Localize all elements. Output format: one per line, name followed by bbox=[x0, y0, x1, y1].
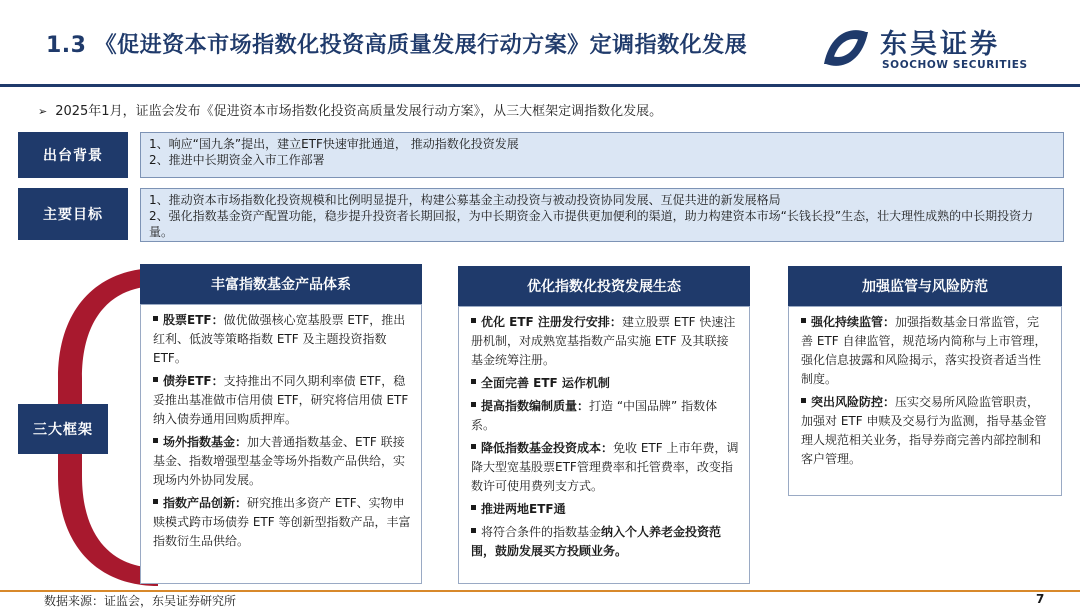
square-bullet-icon bbox=[471, 444, 476, 449]
data-source: 数据来源：证监会，东吴证券研究所 bbox=[44, 594, 237, 608]
soochow-logo-icon bbox=[820, 24, 872, 72]
intro-text: 2025年1月，证监会发布《促进资本市场指数化投资高质量发展行动方案》，从三大框架定调指数化发展。 bbox=[55, 104, 663, 119]
list-item: 提高指数编制质量：打造 “中国品牌” 指数体系。 bbox=[471, 399, 718, 432]
page-title: 1.3 《促进资本市场指数化投资高质量发展行动方案》定调指数化发展 bbox=[46, 33, 748, 58]
list-item: 场外指数基金：加大普通指数基金、ETF 联接基金、指数增强型基金等场外指数产品供给，实现场内外协同发展。 bbox=[153, 435, 406, 487]
background-box bbox=[140, 132, 1064, 178]
square-bullet-icon bbox=[801, 398, 806, 403]
header-divider bbox=[0, 84, 1080, 87]
column-2-body bbox=[458, 306, 750, 584]
list-item: 降低指数基金投资成本：免收 ETF 上市年费，调降大型宽基股票ETF管理费率和托管费率，改变指数许可使用费列支方式。 bbox=[471, 441, 739, 493]
square-bullet-icon bbox=[471, 528, 476, 533]
list-item: 股票ETF：做优做强核心宽基股票 ETF，推出红利、低波等策略指数 ETF 及主题投资指数 ETF。 bbox=[153, 313, 406, 365]
intro-line bbox=[38, 100, 662, 119]
square-bullet-icon bbox=[471, 379, 476, 384]
square-bullet-icon bbox=[153, 316, 158, 321]
list-item: 强化持续监管：加强指数基金日常监管，完善 ETF 自律监管，规范场内简称与上市管理，强化信息披露和风险揭示，落实投资者适当性制度。 bbox=[801, 315, 1047, 386]
list-subitem: 将符合条件的指数基金纳入个人养老金投资范围，鼓励发展买方投顾业务。 bbox=[471, 525, 722, 558]
goals-line-2: 2、强化指数基金资产配置功能，稳步提升投资者长期回报，为中长期资金入市提供更加便利的渠道，助力构建资本市场“长钱长投”生态，壮大理性成熟的中长期投资力量。 bbox=[149, 209, 1034, 239]
square-bullet-icon bbox=[153, 438, 158, 443]
goals-tag: 主要目标 bbox=[18, 188, 128, 240]
background-tag: 出台背景 bbox=[18, 132, 128, 178]
list-item: 优化 ETF 注册发行安排：建立股票 ETF 快速注册机制，对成熟宽基指数产品实施 ETF 及其联接基金统筹注册。 bbox=[471, 315, 736, 367]
square-bullet-icon bbox=[153, 499, 158, 504]
background-line-1: 1、响应“国九条”提出，建立ETF快速审批通道， 推动指数化投资发展 bbox=[149, 137, 519, 151]
column-3-body bbox=[788, 306, 1062, 496]
column-3-header: 加强监管与风险防范 bbox=[788, 266, 1062, 306]
list-item: 推进两地ETF通 bbox=[471, 500, 739, 519]
list-item: 债券ETF：支持推出不同久期利率债 ETF，稳妥推出基准做市信用债 ETF，研究将信用债 ETF 纳入债券通用回购质押库。 bbox=[153, 374, 409, 426]
list-item: 指数产品创新：研究推出多资产 ETF、实物申赎模式跨市场债券 ETF 等创新型指数产品，丰富指数衍生品供给。 bbox=[153, 496, 411, 548]
square-bullet-icon bbox=[153, 377, 158, 382]
framework-tag: 三大框架 bbox=[18, 404, 108, 454]
column-1-body bbox=[140, 304, 422, 584]
list-item: 突出风险防控：压实交易所风险监管职责，加强对 ETF 申赎及交易行为监测，指导基金管理人规范相关业务，指导券商完善内部控制和客户管理。 bbox=[801, 395, 1047, 466]
list-item: 全面完善 ETF 运作机制 bbox=[471, 374, 739, 393]
column-1-header: 丰富指数基金产品体系 bbox=[140, 264, 422, 304]
page-number: 7 bbox=[1036, 592, 1045, 606]
square-bullet-icon bbox=[471, 402, 476, 407]
logo-chinese-name: 东吴证券 bbox=[880, 29, 1000, 60]
background-line-2: 2、推进中长期资金入市工作部署 bbox=[149, 153, 325, 167]
goals-line-1: 1、推动资本市场指数化投资规模和比例明显提升，构建公募基金主动投资与被动投资协同发展、互促共进的新发展格局 bbox=[149, 193, 781, 207]
square-bullet-icon bbox=[471, 318, 476, 323]
column-2-header: 优化指数化投资发展生态 bbox=[458, 266, 750, 306]
square-bullet-icon bbox=[801, 318, 806, 323]
company-logo bbox=[820, 22, 1060, 74]
logo-english-name: SOOCHOW SECURITIES bbox=[882, 59, 1028, 71]
arrow-bullet-icon: ➢ bbox=[38, 105, 48, 118]
square-bullet-icon bbox=[471, 505, 476, 510]
goals-box bbox=[140, 188, 1064, 242]
